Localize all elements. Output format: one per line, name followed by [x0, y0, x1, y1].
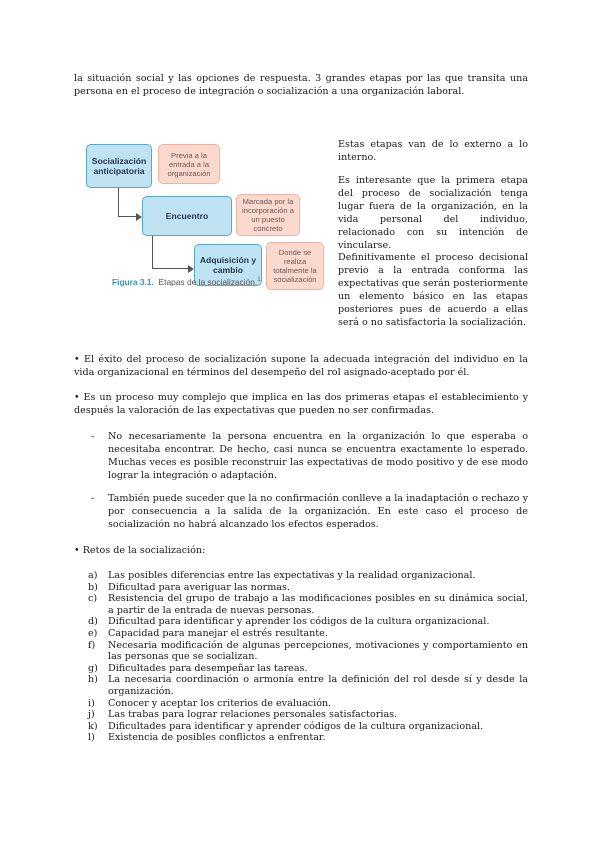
stage-encounter-note: Marcada por la incorporación a un puesto concreto	[236, 194, 300, 236]
connector-line	[118, 216, 138, 217]
bullet-paragraph-1: • El éxito del proceso de socialización supone la adecuada integración del individuo en la vida organizacional en términos del desempeño del rol asignado-aceptado por él.	[74, 354, 528, 378]
figure-caption	[112, 277, 261, 287]
list-item	[88, 698, 528, 710]
list-item-marker: d)	[88, 616, 98, 628]
list-item	[88, 709, 528, 721]
socialization-stages-figure	[82, 138, 332, 318]
list-item	[88, 674, 528, 697]
list-item-marker: k)	[88, 720, 98, 732]
stage-anticipatory-box: Socialización anticipatoria	[86, 144, 152, 188]
list-item-text: Capacidad para manejar el estrés resultante.	[108, 627, 328, 639]
list-item-text: Las posibles diferencias entre las expectativas y la realidad organizacional.	[108, 570, 476, 581]
retos-heading: • Retos de la socialización:	[74, 545, 206, 556]
list-item-marker: l)	[88, 732, 95, 744]
list-item-text: Dificultad para averiguar las normas.	[108, 581, 291, 593]
list-item	[88, 628, 528, 640]
dash-marker: -	[91, 493, 95, 504]
list-item-text: La necesaria coordinación o armonía entre la definición del rol desde sí y desde la organización.	[108, 674, 528, 697]
list-item-text: Necesaria modificación de algunas percepciones, motivaciones y comportamiento en las personas que se socializan.	[108, 639, 528, 663]
connector-line	[118, 188, 119, 216]
list-item-text: Resistencia del grupo de trabajo a las modificaciones posibles en su dinámica social, a partir de la entrada de nuevas personas.	[108, 593, 528, 616]
list-item-text: Dificultad para identificar y aprender los códigos de la cultura organizacional.	[108, 616, 490, 628]
list-item	[88, 640, 528, 663]
figure-caption-text: Etapas de la socialización.	[158, 277, 258, 287]
dash-paragraph-1: No necesariamente la persona encuentra en la organización lo que esperaba o necesitaba encontrar. De hecho, casi nunca se encuentra exactamente lo esperado. Muchas veces es posible reconstruir las expectativas de modo positivo y de ese modo lograr la integración o adaptación.	[108, 431, 528, 481]
stage-acquisition-box: Adquisición y cambio	[194, 244, 262, 286]
list-item-text: Dificultades para identificar y aprender códigos de la cultura organizacional.	[108, 720, 484, 732]
intro-paragraph: la situación social y las opciones de respuesta. 3 grandes etapas por las que transita una persona en el proceso de integración o socialización a una organización laboral.	[74, 73, 528, 97]
right-paragraph-2: Es interesante que la primera etapa del proceso de socialización tenga lugar fuera de la organización, en la vida personal del individuo, relacionado con su intención de vincularse.	[338, 175, 528, 251]
bullet-paragraph-2: • Es un proceso muy complejo que implica en las dos primeras etapas el establecimiento y después la valoración de las expectativas que pueden no ser confirmadas.	[74, 392, 528, 416]
list-item	[88, 570, 528, 582]
list-item	[88, 582, 528, 594]
right-paragraph-3: Definitivamente el proceso decisional previo a la entrada conforma las expectativas que serán posteriormente un elemento básico en las etapas posteriores pues de acuerdo a ellas será o no satisfactoria la socialización.	[338, 252, 528, 328]
right-paragraph-1: Estas etapas van de lo externo a lo interno.	[338, 139, 528, 163]
list-item-marker: c)	[88, 593, 98, 605]
list-item-marker: b)	[88, 581, 98, 593]
list-item-text: Existencia de posibles conflictos a enfrentar.	[108, 732, 326, 744]
connector-line	[152, 236, 153, 268]
figure-caption-label: Figura 3.1.	[112, 277, 154, 287]
stage-acquisition-note: Donde se realiza totalmente la socialización	[266, 242, 324, 290]
list-item-marker: a)	[88, 570, 98, 581]
list-item	[88, 616, 528, 628]
list-item-marker: h)	[88, 674, 98, 686]
dash-marker: -	[91, 431, 95, 442]
list-item-marker: e)	[88, 627, 98, 639]
list-item-marker: j)	[88, 709, 95, 721]
list-item-text: Dificultades para desempeñar las tareas.	[108, 662, 308, 674]
list-item-marker: f)	[88, 639, 96, 651]
list-item-text: Las trabas para lograr relaciones personales satisfactorias.	[108, 709, 398, 721]
list-item	[88, 593, 528, 616]
stage-anticipatory-note: Previa a la entrada a la organización	[158, 144, 220, 184]
list-item	[88, 732, 528, 744]
dash-paragraph-2: También puede suceder que la no confirmación conlleve a la inadaptación o rechazo y por consecuencia a la salida de la organización. En este caso el proceso de socialización no habrá alcanzado los efectos esperados.	[108, 493, 528, 530]
connector-line	[152, 268, 190, 269]
list-item-text: Conocer y aceptar los criterios de evaluación.	[108, 697, 332, 709]
footnote-marker: 1	[257, 277, 261, 284]
stage-encounter-box: Encuentro	[142, 196, 232, 236]
list-item	[88, 721, 528, 733]
list-item	[88, 663, 528, 675]
list-item-marker: g)	[88, 662, 98, 674]
retos-list	[88, 570, 528, 744]
list-item-marker: i)	[88, 697, 95, 709]
